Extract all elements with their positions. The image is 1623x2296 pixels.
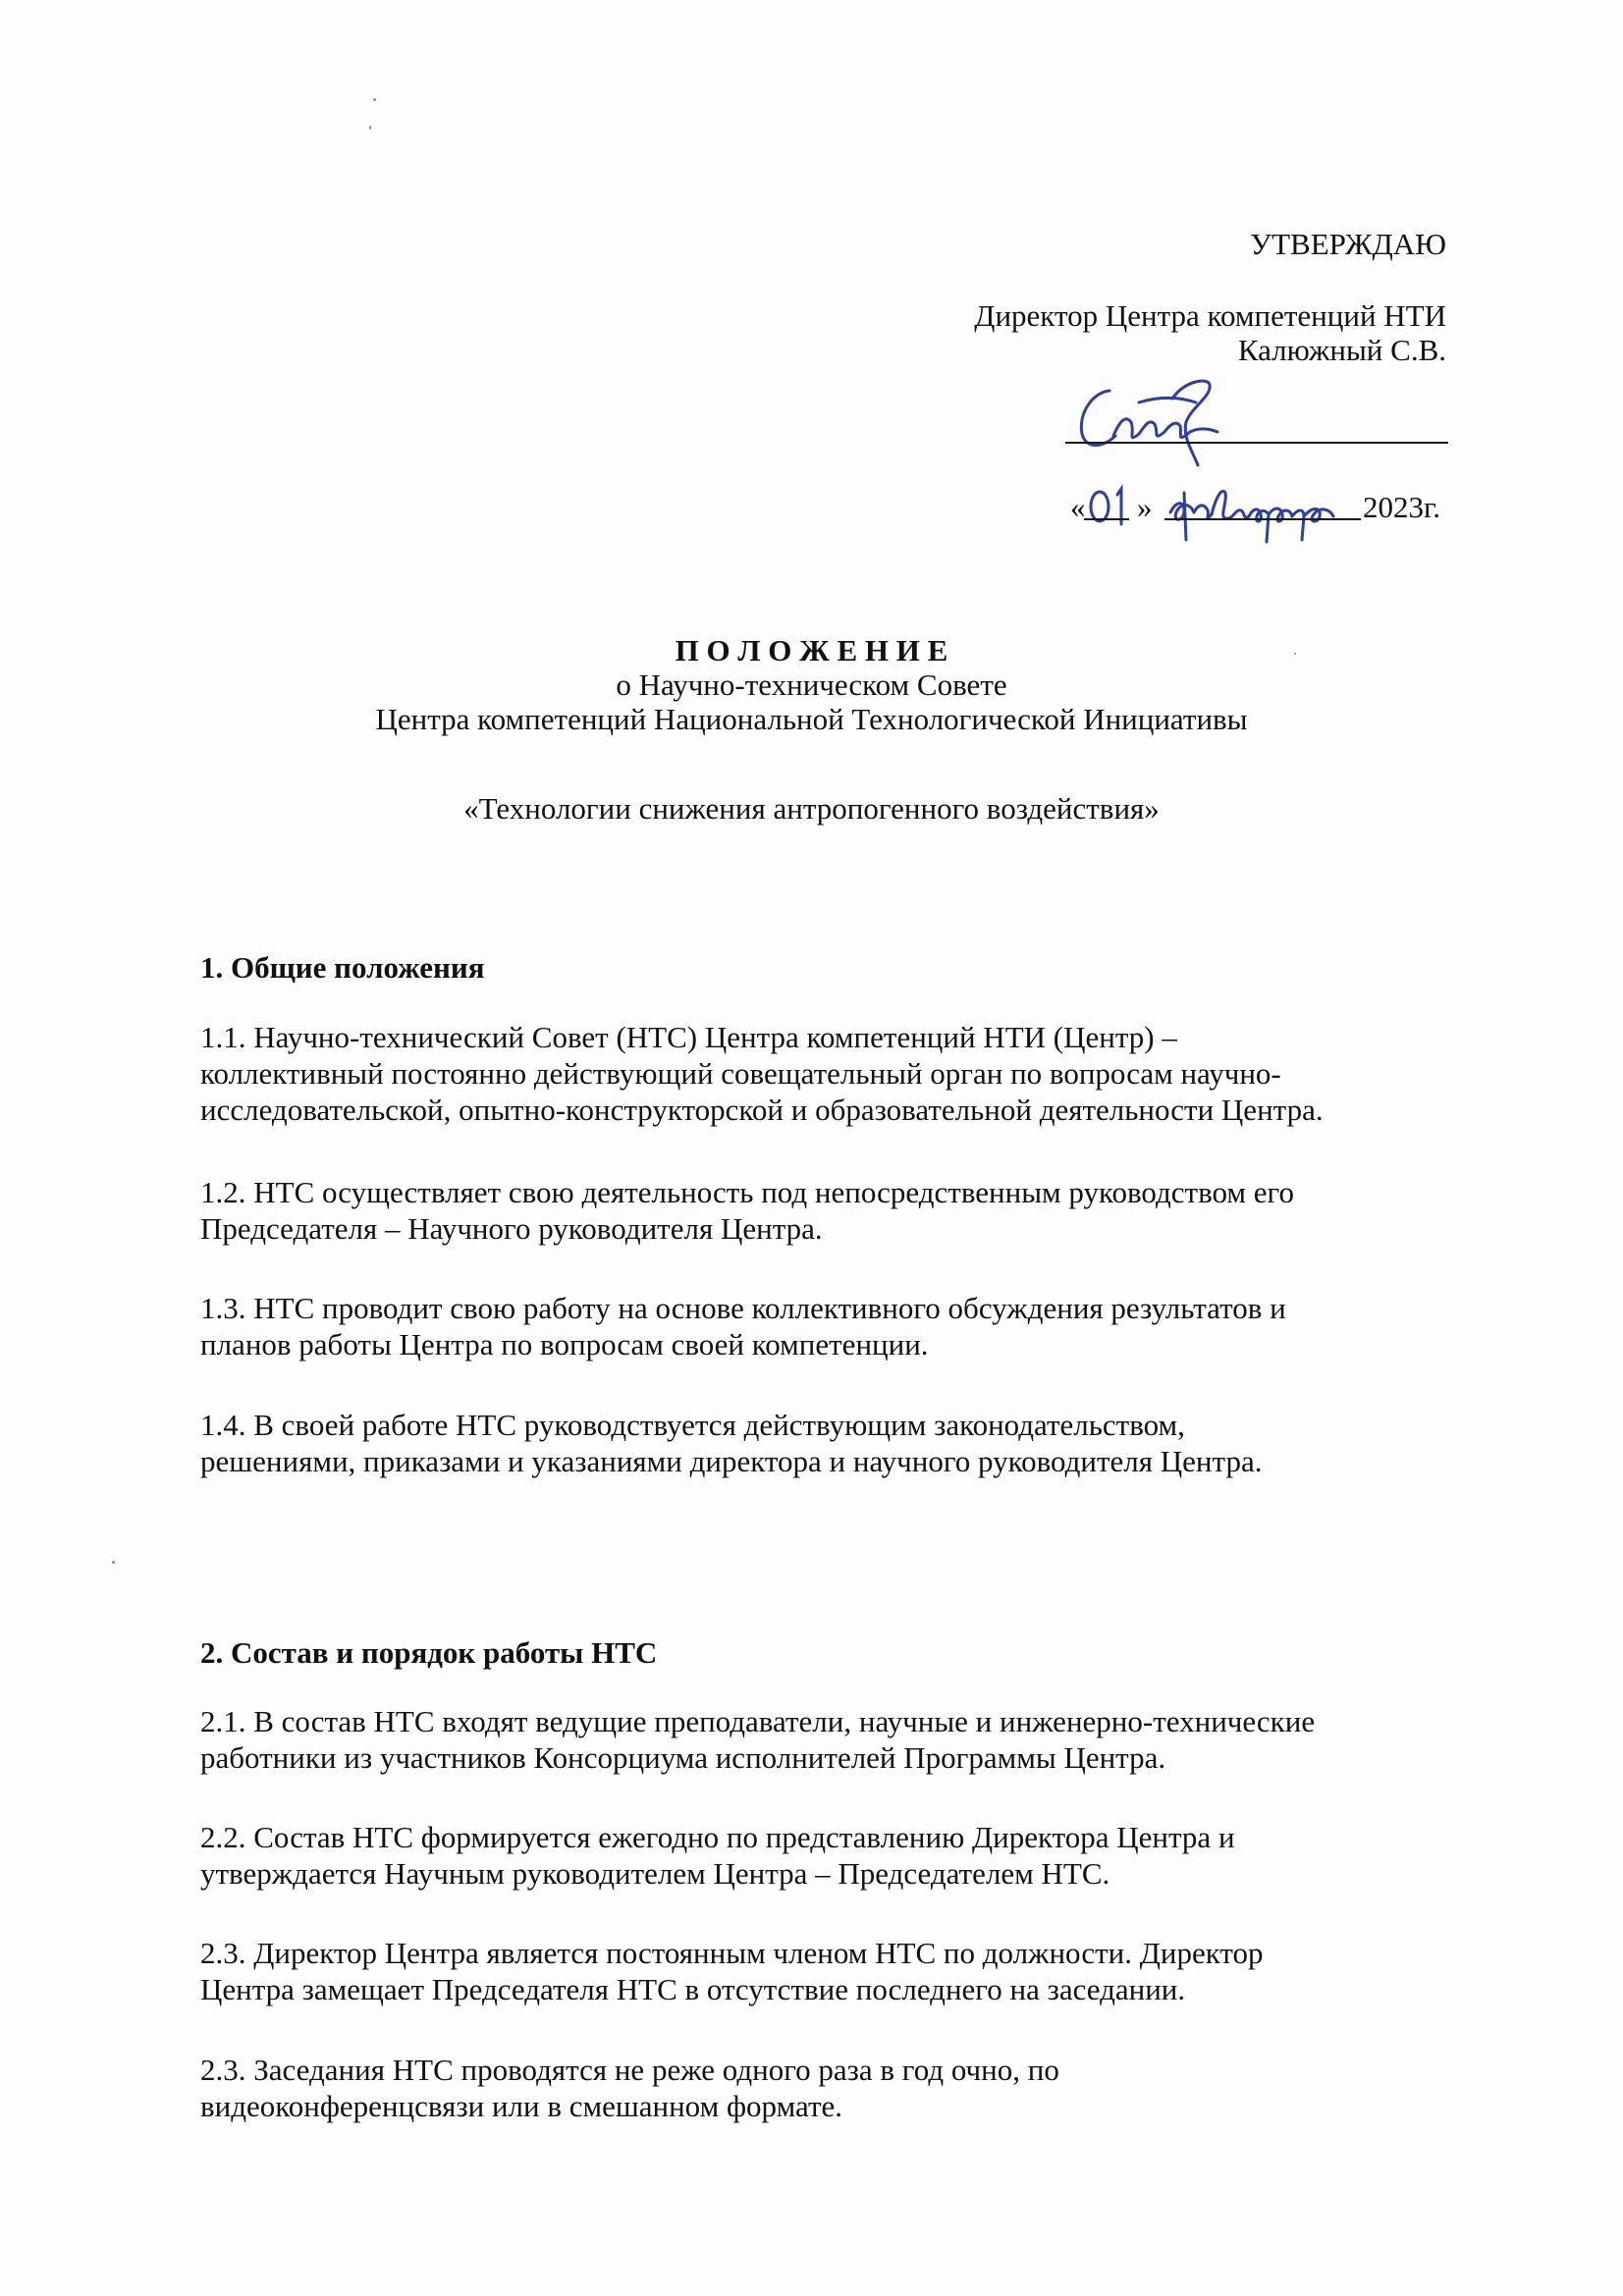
paragraph-line: Центра замещает Председателя НТС в отсутствие последнего на заседании.: [200, 1972, 1186, 2006]
document-title: П О Л О Ж Е Н И Е: [675, 633, 948, 667]
date-month-handwritten: [1164, 479, 1361, 550]
paragraph-2-1: [200, 1703, 1457, 1776]
paragraph-line: 1.2. НТС осуществляет свою деятельность под непосредственным руководством его: [200, 1175, 1295, 1209]
date-month-line: [1164, 518, 1361, 520]
paragraph-1-3: [200, 1290, 1457, 1362]
paragraph-line: исследовательской, опытно-конструкторской и образовательной деятельности Центра.: [200, 1093, 1324, 1127]
paragraph-1-2: [200, 1174, 1457, 1247]
scan-speck: [373, 98, 376, 101]
paragraph-line: утверждается Научным руководителем Центра – Председателем НТС.: [200, 1856, 1110, 1891]
approval-name: Калюжный С.В.: [1237, 333, 1446, 367]
date-year: 2023г.: [1363, 490, 1440, 524]
paragraph-1-1: [200, 1019, 1457, 1128]
paragraph-2-2: [200, 1819, 1457, 1892]
paragraph-line: работники из участников Консорциума исполнителей Программы Центра.: [200, 1740, 1166, 1775]
paragraph-line: решениями, приказами и указаниями директора и научного руководителя Центра.: [200, 1444, 1263, 1478]
signature-line: [1065, 442, 1448, 444]
paragraph-line: 1.3. НТС проводит свою работу на основе коллективного обсуждения результатов и: [200, 1291, 1286, 1325]
document-subtitle-3: «Технологии снижения антропогенного воздействия»: [463, 791, 1160, 826]
paragraph-2-3: [200, 1935, 1457, 2007]
scan-speck: [369, 126, 371, 130]
paragraph-line: 2.3. Заседания НТС проводятся не реже одного раза в год очно, по: [200, 2053, 1059, 2087]
date-day-handwritten: [1084, 483, 1133, 532]
paragraph-line: Председателя – Научного руководителя Центра.: [200, 1211, 823, 1246]
paragraph-line: планов работы Центра по вопросам своей компетенции.: [200, 1327, 929, 1362]
document-subtitle-2: Центра компетенций Национальной Технологической Инициативы: [375, 702, 1248, 736]
approval-position: Директор Центра компетенций НТИ: [974, 298, 1446, 333]
paragraph-line: 2.3. Директор Центра является постоянным членом НТС по должности. Директор: [200, 1936, 1264, 1970]
document-subtitle-1: о Научно-техническом Совете: [616, 667, 1007, 702]
paragraph-line: 1.1. Научно-технический Совет (НТС) Центра компетенций НТИ (Центр) –: [200, 1020, 1177, 1054]
approval-heading: УТВЕРЖДАЮ: [1250, 227, 1446, 261]
paragraph-1-4: [200, 1407, 1457, 1479]
paragraph-line: 2.2. Состав НТС формируется ежегодно по представлению Директора Центра и: [200, 1820, 1235, 1854]
paragraph-line: 1.4. В своей работе НТС руководствуется действующим законодательством,: [200, 1408, 1185, 1442]
paragraph-line: коллективный постоянно действующий совещательный орган по вопросам научно-: [200, 1056, 1281, 1091]
date-day-line: [1084, 518, 1129, 520]
paragraph-line: 2.1. В состав НТС входят ведущие преподаватели, научные и инженерно-технические: [200, 1704, 1316, 1738]
director-signature: [1070, 363, 1237, 471]
date-open-quote: «: [1070, 490, 1086, 524]
paragraph-2-4: [200, 2052, 1457, 2124]
date-close-quote: »: [1137, 490, 1153, 524]
section-2-heading: 2. Состав и порядок работы НТС: [200, 1635, 658, 1670]
scan-speck: [112, 1561, 115, 1564]
paragraph-line: видеоконференцсвязи или в смешанном формате.: [200, 2089, 842, 2123]
section-1-heading: 1. Общие положения: [200, 950, 485, 985]
